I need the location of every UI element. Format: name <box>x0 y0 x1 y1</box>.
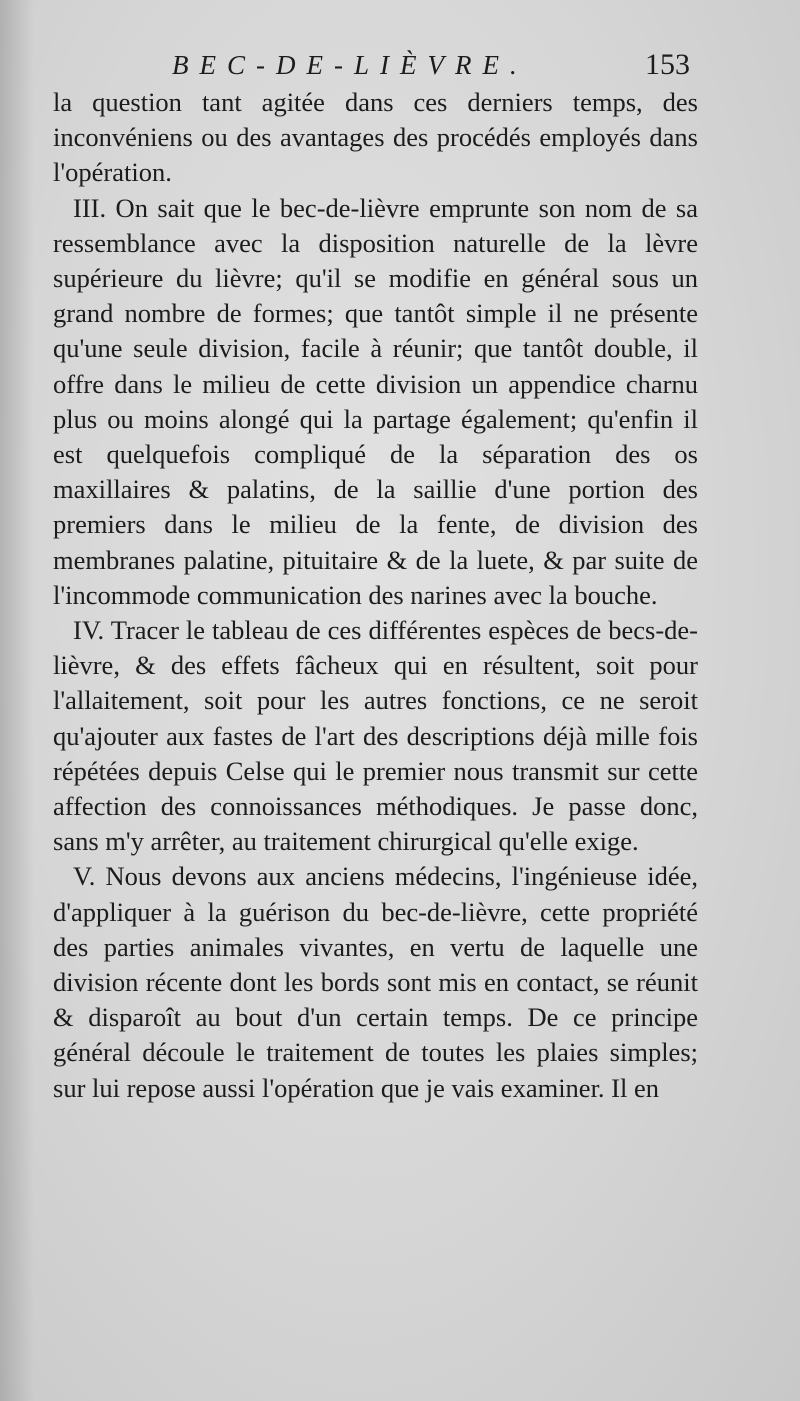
section-numeral: IV. <box>73 615 105 646</box>
paragraph-text: la question tant agitée dans ces derniers temps, des inconvéniens ou des avantages des procédés employés dans l'opération. <box>53 87 698 188</box>
section-numeral: V. <box>73 861 96 892</box>
body-text <box>53 85 698 1106</box>
paragraph-text: On sait que le bec-de-lièvre emprunte son nom de sa ressemblance avec la disposition naturelle de la lèvre supérieure du lièvre; qu'il se modifie en général sous un grand nombre de formes; que tantôt simple il ne présente qu'une seule division, facile à réunir; que tantôt double, il offre dans le milieu de cette division un appendice charnu plus ou moins alongé qui la partage également; qu'enfin il est quelquefois compliqué de la séparation des os maxillaires & palatins, de la saillie d'une portion des premiers dans le milieu de la fente, de division des membranes palatine, pituitaire & de la luete, & par suite de l'incommode communication des narines avec la bouche. <box>53 192 698 610</box>
gutter-shadow <box>0 0 34 1401</box>
paragraph-text: Tracer le tableau de ces différentes espèces de becs-de-lièvre, & des effets fâcheux qui en résultent, soit pour l'allaitement, soit pour les autres fonctions, ce ne seroit qu'ajouter aux fastes de l'art des descriptions déjà mille fois répétées depuis Celse qui le premier nous transmit sur cette affection des connoissances méthodiques. Je passe donc, sans m'y arrêter, au traitement chirurgical qu'elle exige. <box>53 615 698 857</box>
paragraph-continuation <box>53 85 698 191</box>
running-title: BEC-DE-LIÈVRE. <box>172 50 528 80</box>
paragraph-text: Nous devons aux anciens médecins, l'ingénieuse idée, d'appliquer à la guérison du bec-de-lièvre, cette propriété des parties animales vivantes, en vertu de laquelle une division récente dont les bords sont mis en contact, se réunit & disparoît au bout d'un certain temps. De ce principe général découle le traitement de toutes les plaies simples; sur lui repose aussi l'opération que je vais examiner. Il en <box>53 861 698 1103</box>
section-numeral: III. <box>73 192 107 223</box>
page-number: 153 <box>645 48 690 81</box>
paragraph-iv <box>53 613 698 859</box>
paragraph-iii <box>53 191 698 613</box>
paragraph-v <box>53 859 698 1105</box>
page-header <box>160 48 690 82</box>
